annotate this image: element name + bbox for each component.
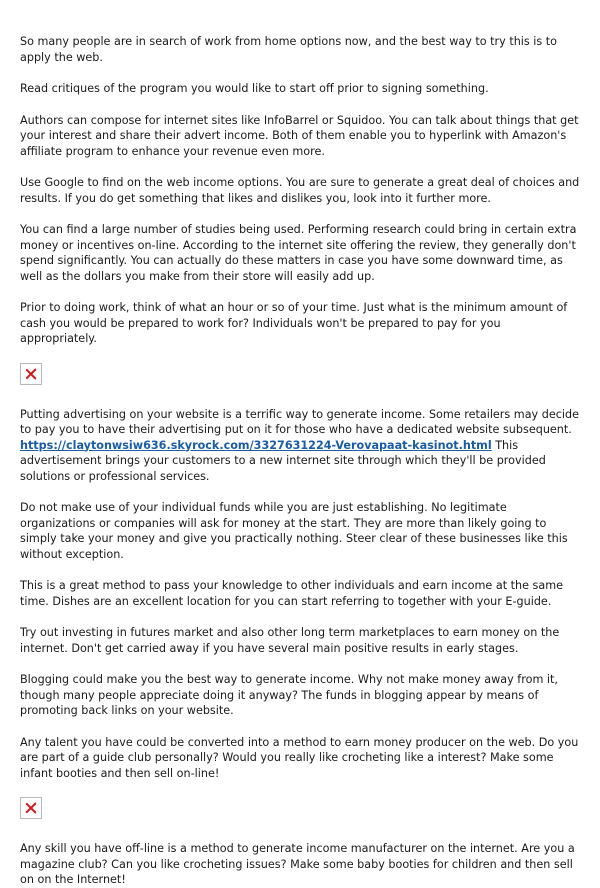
paragraph-4: Use Google to find on the web income options. You are sure to generate a great deal of choices and results. If you do get something that likes and dislikes you, look into it further more. <box>20 176 580 205</box>
paragraph-8: Do not make use of your individual funds while you are just establishing. No legitimate organizations or companies will ask for money at the start. They are more than likely going to simply take your money and give you practically nothing. Steer clear of these businesses like this without exception. <box>20 501 568 561</box>
paragraph-5: You can find a large number of studies being used. Performing research could bring in certain extra money or incentives on-line. According to the internet site offering the review, they generally don't spend significantly. You can actually do these matters in case you have some downward time, as well as the dollars you make from their store will easily add up. <box>20 223 577 283</box>
paragraph-2: Read critiques of the program you would like to start off prior to signing something. <box>20 82 489 95</box>
red-x-icon <box>24 801 38 815</box>
paragraph-3: Authors can compose for internet sites like InfoBarrel or Squidoo. You can talk about things that get your interest and share their advert income. Both of them enable you to hyperlink with Amazon's affiliate program to enhance your revenue even more. <box>20 113 579 158</box>
paragraph-9: This is a great method to pass your knowledge to other individuals and earn income at the same time. Dishes are an excellent location for you can start referring to together with your E-guide. <box>20 579 564 608</box>
paragraph-13: Any skill you have off-line is a method to generate income manufacturer on the internet. Are you a magazine club? Can you like crocheting issues? Make some baby booties for children and then sell on on the Internet! <box>20 842 575 886</box>
paragraph-12: Any talent you have could be converted into a method to earn money producer on the web. Do you are part of a guide club personally? Would you really like crocheting like a interest? Make some infant booties and then sell on-line! <box>20 735 579 780</box>
paragraph-7-text-end: This advertisement brings your customers to a new internet site through which they'll be provided solutions or professional services. <box>20 438 546 483</box>
broken-image-icon <box>20 363 42 385</box>
casino-article-link[interactable]: https://claytonwsiw636.skyrock.com/3327631224-Verovapaat-kasinot.html <box>20 438 492 452</box>
paragraph-10: Try out investing in futures market and also other long term marketplaces to earn money on the internet. Don't get carried away if you have several main positive results in early stages. <box>20 626 560 655</box>
paragraph-6: Prior to doing work, think of what an hour or so of your time. Just what is the minimum amount of cash you would be prepared to work for? Individuals won't be prepared to pay for you appropriately. <box>20 301 568 345</box>
red-x-icon <box>24 367 38 381</box>
paragraph-7-text-start: Putting advertising on your website is a terrific way to generate income. Some retailers may decide to pay you to have their advertising put on it for those who have a dedicated website subsequent. <box>20 407 579 436</box>
paragraph-1: So many people are in search of work from home options now, and the best way to try this is to apply the web. <box>20 35 558 64</box>
paragraph-7 <box>20 407 580 485</box>
broken-image-icon <box>20 797 42 819</box>
paragraph-11: Blogging could make you the best way to generate income. Why not make money away from it, though many people appreciate doing it anyway? The funds in blogging appear by means of promoting back links on your website. <box>20 673 558 717</box>
